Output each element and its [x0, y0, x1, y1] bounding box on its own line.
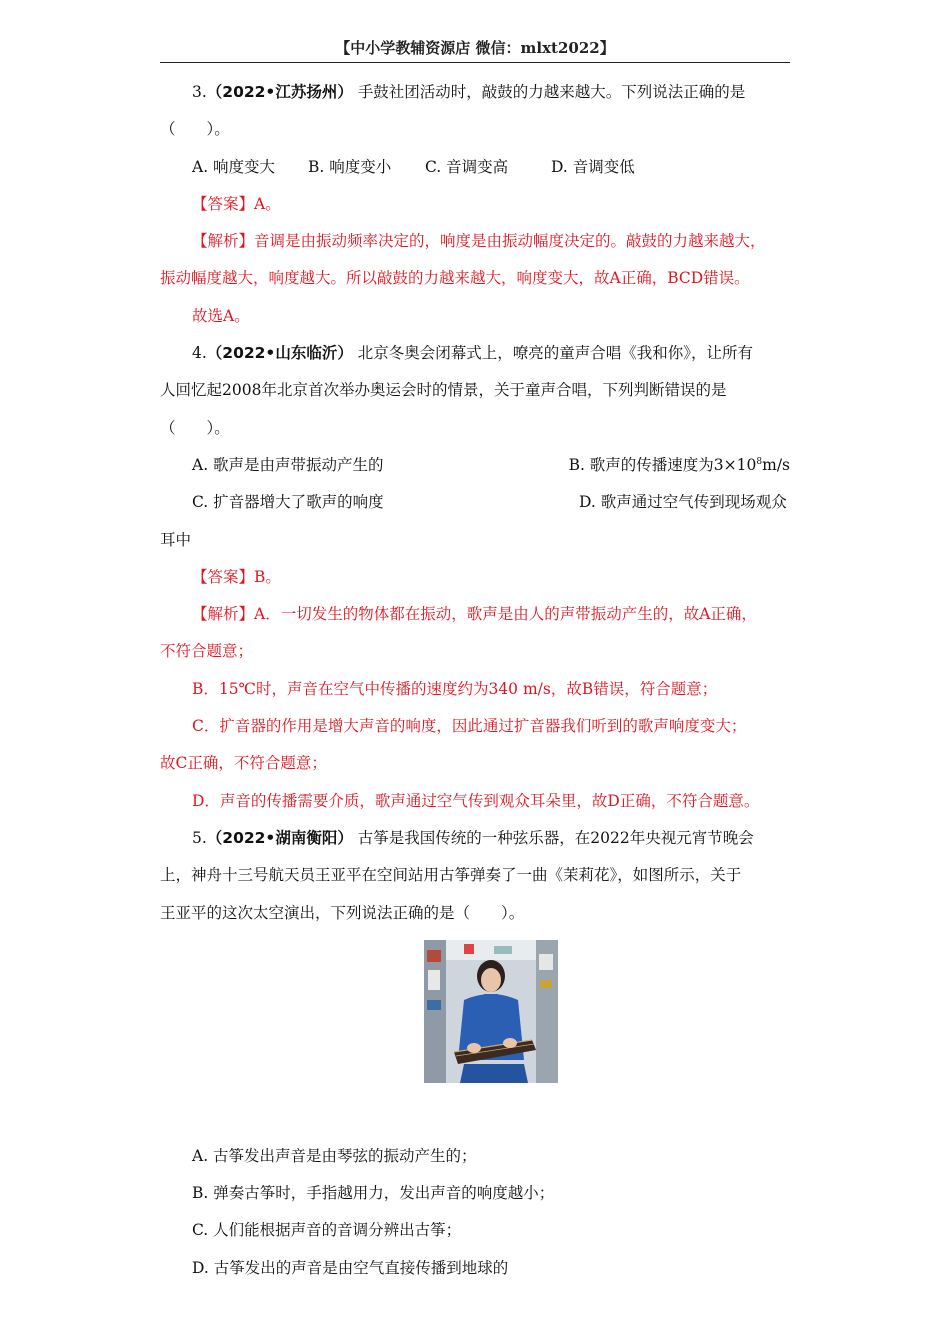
q4-analysis-label: 【解析】	[192, 605, 255, 624]
q4-analysis-a1	[160, 596, 790, 633]
q4-number: 4.	[192, 344, 207, 363]
q3-number: 3.	[192, 83, 207, 101]
q4-answer-value: B。	[254, 567, 281, 586]
q3-analysis-line1	[160, 223, 790, 260]
q5-stem-line1	[160, 820, 790, 857]
q4-stem-text: 北京冬奥会闭幕式上，嘹亮的童声合唱《我和你》，让所有	[357, 344, 754, 363]
q5-stem-line2: 上，神舟十三号航天员王亚平在空间站用古筝弹奏了一曲《茉莉花》，如图所示，关于	[160, 866, 742, 885]
q4-source: （2022•山东临沂）	[206, 344, 353, 363]
q4-options-row1	[160, 447, 790, 484]
q3-stem-line2: （ ）。	[160, 120, 230, 139]
q4-option-b-exponent: 8	[756, 456, 763, 467]
q4-options-row2	[160, 484, 790, 521]
q5-option-c: C. 人们能根据声音的音调分辨出古筝；	[192, 1221, 462, 1240]
q5-figure	[160, 932, 790, 1138]
q3-option-b: B. 响度变小	[308, 157, 392, 176]
q4-stem-line1	[160, 335, 790, 372]
q3-option-d: D. 音调变低	[551, 157, 635, 176]
q4-analysis-b: B．15℃时，声音在空气中传播的速度约为340 m/s，故B错误，符合题意；	[192, 679, 718, 698]
q4-answer	[160, 559, 790, 596]
q4-option-d-cont: 耳中	[160, 530, 192, 549]
q4-option-c: C. 扩音器增大了歌声的响度	[192, 493, 384, 512]
q3-option-a: A. 响度变大	[192, 157, 276, 176]
q5-option-a: A. 古筝发出声音是由琴弦的振动产生的；	[192, 1146, 477, 1165]
q3-conclusion: 故选A。	[192, 306, 250, 325]
q3-option-c: C. 音调变高	[425, 157, 509, 176]
astronaut-guzheng-photo	[424, 940, 558, 1083]
page-header: 【中小学教辅资源店 微信：mlxt2022】	[160, 36, 790, 63]
q4-analysis-a2: 不符合题意；	[160, 642, 254, 661]
q4-stem-line2: 人回忆起2008年北京首次举办奥运会时的情景，关于童声合唱，下列判断错误的是	[160, 381, 727, 400]
q5-source: （2022•湖南衡阳）	[206, 828, 353, 847]
q3-source: （2022•江苏扬州）	[206, 83, 353, 101]
q4-analysis-d: D．声音的传播需要介质，歌声通过空气传到观众耳朵里，故D正确，不符合题意。	[192, 791, 760, 810]
q4-analysis-a-text: A．一切发生的物体都在振动，歌声是由人的声带振动产生的，故A正确，	[254, 605, 757, 624]
q4-stem-line3: （ ）。	[160, 418, 230, 437]
q4-option-d: D. 歌声通过空气传到现场观众	[579, 493, 787, 512]
document-body	[160, 74, 790, 1287]
q4-option-a: A. 歌声是由声带振动产生的	[192, 455, 384, 474]
q5-stem-line3: 王亚平的这次太空演出，下列说法正确的是（ ）。	[160, 903, 525, 922]
q5-number: 5.	[192, 828, 207, 847]
q3-stem-text: 手鼓社团活动时，敲鼓的力越来越大。下列说法正确的是	[357, 83, 746, 101]
q4-analysis-c2: 故C正确，不符合题意；	[160, 754, 327, 773]
q4-option-b-unit: m/s	[762, 455, 790, 474]
q5-stem-text: 古筝是我国传统的一种弦乐器，在2022年央视元宵节晚会	[357, 828, 754, 847]
q5-option-b: B. 弹奏古筝时，手指越用力，发出声音的响度越小；	[192, 1184, 555, 1203]
q3-stem-line1	[160, 74, 790, 111]
q3-analysis-line2: 振动幅度越大，响度越大。所以敲鼓的力越来越大，响度变大，故A正确，BCD错误。	[160, 269, 750, 288]
q5-option-d: D. 古筝发出的声音是由空气直接传播到地球的	[192, 1258, 509, 1277]
q3-analysis-text1: 音调是由振动频率决定的，响度是由振动幅度决定的。敲鼓的力越来越大，	[254, 232, 766, 251]
q4-option-b	[569, 447, 790, 484]
q3-answer	[160, 186, 790, 223]
q3-options	[160, 149, 790, 186]
q4-option-b-text: B. 歌声的传播速度为3×10	[568, 455, 757, 474]
q3-answer-value: A。	[254, 194, 281, 213]
q3-answer-label: 【答案】	[192, 194, 255, 213]
q3-analysis-label: 【解析】	[192, 232, 255, 251]
q4-analysis-c1: C．扩音器的作用是增大声音的响度，因此通过扩音器我们听到的歌声响度变大；	[192, 717, 747, 736]
q4-answer-label: 【答案】	[192, 567, 255, 586]
